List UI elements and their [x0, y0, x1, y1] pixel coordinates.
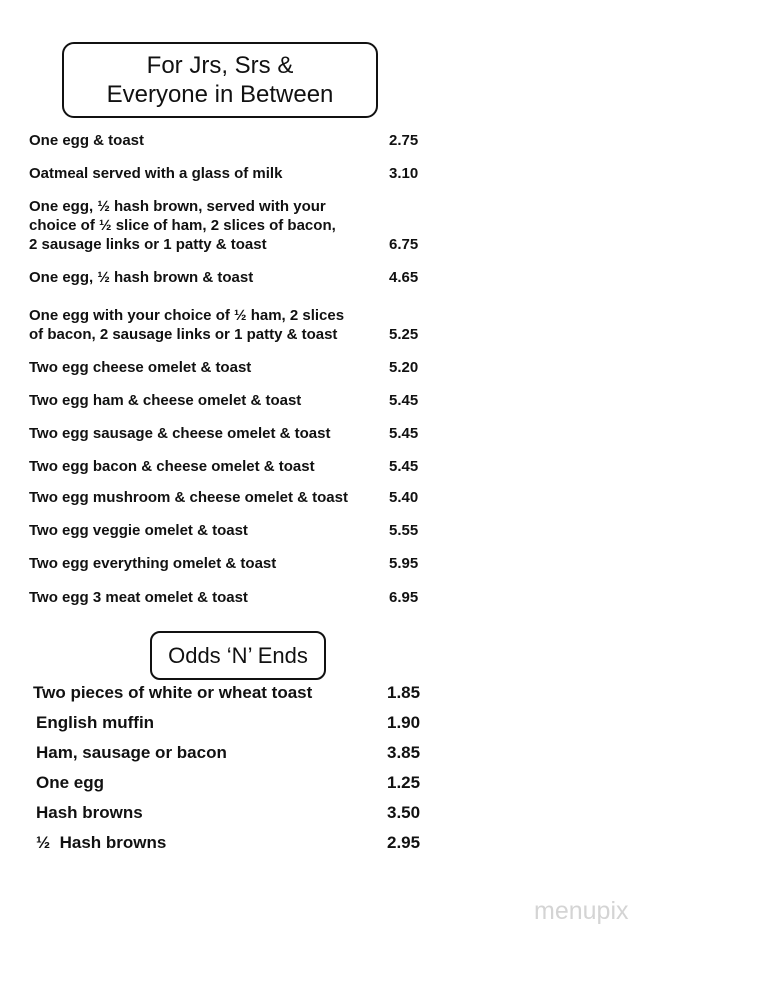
menu-item-description-line: Two egg ham & cheese omelet & toast	[29, 392, 302, 409]
odds-item-price: 3.50	[387, 803, 421, 822]
menu-item-description-line: Oatmeal served with a glass of milk	[29, 165, 283, 182]
menu-item	[29, 358, 429, 377]
odds-item-name: Ham, sausage or bacon	[36, 743, 227, 762]
menu-item-description	[29, 424, 330, 443]
menu-item-description	[29, 197, 336, 254]
odds-n-ends-title-box	[150, 631, 326, 680]
menu-item-price: 6.75	[389, 236, 419, 253]
menu-item-description	[29, 521, 248, 540]
odds-item	[36, 803, 436, 823]
menu-item-description-line: Two egg cheese omelet & toast	[29, 359, 252, 376]
odds-item-price: 2.95	[387, 833, 421, 852]
odds-item-price: 1.85	[387, 683, 421, 702]
odds-n-ends-title: Odds ‘N’ Ends	[168, 642, 308, 668]
menu-item-description	[29, 358, 251, 377]
menu-item	[29, 457, 429, 476]
menu-item-price: 5.45	[389, 425, 419, 442]
menu-item-description	[29, 391, 301, 410]
odds-item-price: 3.85	[387, 743, 421, 762]
menu-item	[29, 164, 429, 183]
odds-item-name: One egg	[36, 773, 105, 792]
menu-item-description-line: choice of ½ slice of ham, 2 slices of bacon,	[29, 217, 336, 234]
menu-item-description	[29, 588, 248, 607]
odds-item-name: Two pieces of white or wheat toast	[33, 683, 313, 702]
menu-item-description	[29, 488, 348, 507]
menu-title-line-2: Everyone in Between	[106, 81, 334, 108]
menu-title-box	[62, 42, 378, 118]
menu-item-description-line: of bacon, 2 sausage links or 1 patty & toast	[29, 326, 338, 343]
menu-item-description-line: Two egg veggie omelet & toast	[29, 522, 248, 539]
menu-item	[29, 306, 429, 344]
menu-item-description	[29, 268, 253, 287]
menu-item-description	[29, 131, 144, 150]
menu-item-price: 5.40	[389, 489, 419, 506]
menu-item-description-line: Two egg everything omelet & toast	[29, 555, 277, 572]
menu-item	[29, 588, 429, 607]
odds-item	[36, 713, 436, 733]
menu-item-price: 5.20	[389, 359, 419, 376]
menu-item-price: 5.55	[389, 522, 419, 539]
odds-item	[33, 683, 433, 703]
menu-title-line-1: For Jrs, Srs &	[146, 52, 294, 79]
menu-item-price: 6.95	[389, 589, 419, 606]
menu-item-description	[29, 457, 315, 476]
menu-item-description-line: Two egg sausage & cheese omelet & toast	[29, 425, 331, 442]
menu-item	[29, 488, 429, 507]
menu-item	[29, 521, 429, 540]
menu-item-description-line: Two egg bacon & cheese omelet & toast	[29, 458, 315, 475]
menu-item-price: 5.25	[389, 326, 419, 343]
menu-item-price: 2.75	[389, 132, 419, 149]
odds-item-name: Hash browns	[36, 803, 143, 822]
menu-item-price: 3.10	[389, 165, 419, 182]
menu-item-description-line: One egg, ½ hash brown, served with your	[29, 198, 326, 215]
menu-item-price: 5.95	[389, 555, 419, 572]
odds-item	[36, 833, 436, 853]
menu-item-description-line: Two egg mushroom & cheese omelet & toast	[29, 489, 348, 506]
menu-item	[29, 391, 429, 410]
menu-item	[29, 424, 429, 443]
menu-item-description-line: One egg & toast	[29, 132, 145, 149]
menu-item-description-line: One egg with your choice of ½ ham, 2 slices	[29, 307, 345, 324]
menu-item-description-line: 2 sausage links or 1 patty & toast	[29, 236, 267, 253]
menu-item-description-line: One egg, ½ hash brown & toast	[29, 269, 254, 286]
menu-item-description	[29, 164, 282, 183]
menu-item-price: 5.45	[389, 392, 419, 409]
odds-item	[36, 743, 436, 763]
menu-item	[29, 554, 429, 573]
odds-item-name: ½ Hash browns	[36, 833, 167, 852]
menu-item-description	[29, 306, 344, 344]
menu-item-price: 5.45	[389, 458, 419, 475]
odds-item	[36, 773, 436, 793]
menu-item-price: 4.65	[389, 269, 419, 286]
menu-item-description	[29, 554, 276, 573]
menu-item	[29, 268, 429, 287]
menupix-watermark: menupix	[534, 897, 629, 925]
menu-item-description-line: Two egg 3 meat omelet & toast	[29, 589, 248, 606]
menu-item	[29, 131, 429, 150]
odds-item-name: English muffin	[36, 713, 155, 732]
odds-item-price: 1.25	[387, 773, 421, 792]
menu-item	[29, 197, 429, 254]
odds-item-price: 1.90	[387, 713, 421, 732]
